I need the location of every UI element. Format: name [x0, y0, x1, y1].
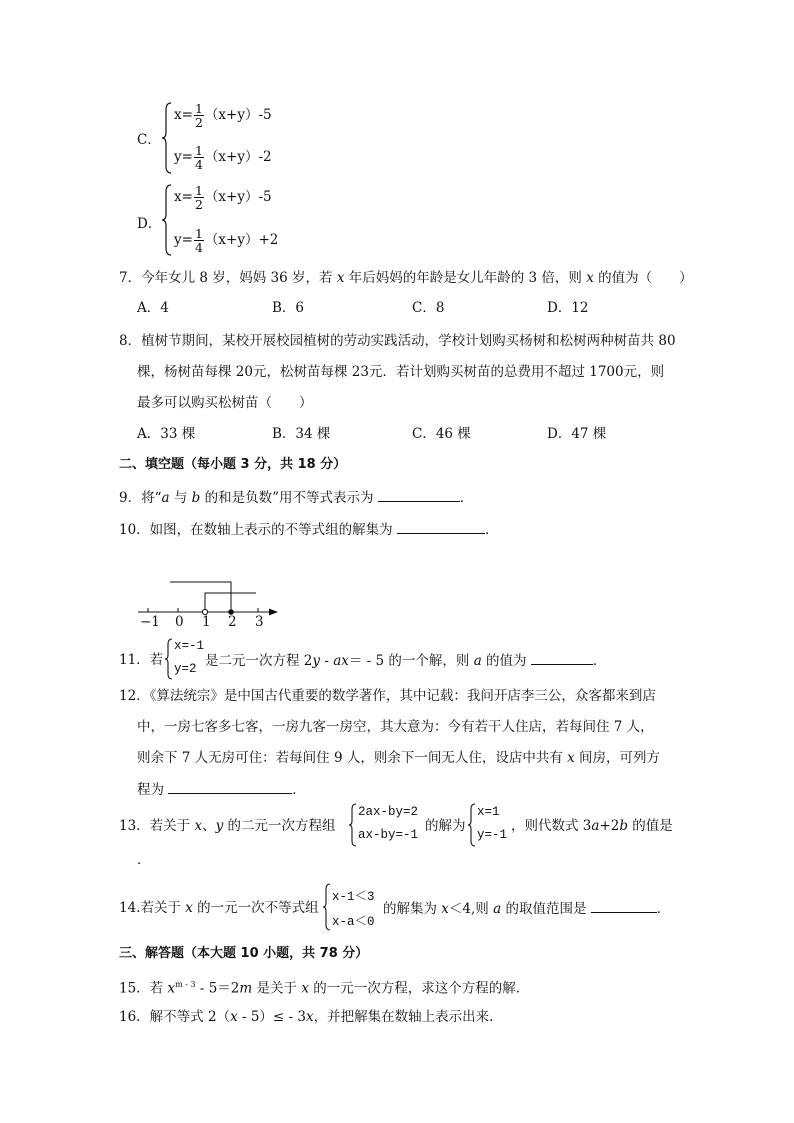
var-x: x [167, 980, 176, 997]
q13-text: 、 [202, 818, 216, 834]
q12-text: 则余下 7 人无房可住：若每间住 9 人，则余下一间无人住，设店中共有 [137, 750, 568, 766]
q6-option-d [137, 182, 337, 258]
q15-text: 的一元一次方程，求这个方程的解． [308, 980, 530, 997]
brace-icon [161, 184, 173, 256]
eq-left: x= [174, 189, 193, 205]
eq-left: y= [174, 149, 193, 165]
fraction [194, 144, 204, 171]
question-10 [119, 519, 498, 540]
q12-text: ． [292, 782, 306, 798]
var-y: y [312, 653, 321, 669]
equation-1 [174, 184, 272, 211]
answer-blank[interactable] [378, 487, 460, 502]
equation-2 [174, 227, 278, 254]
brace-icon [348, 803, 358, 847]
var-x: x [567, 750, 575, 766]
tick-label: 2 [228, 614, 237, 630]
q12-text: 间房，可列方 [574, 750, 661, 766]
q14-text: 的一元一次不等式组 [192, 900, 319, 916]
q13-text: 13．若关于 [119, 818, 195, 834]
q13-system-2: ax-by=-1 [358, 828, 419, 842]
brace-icon [164, 638, 174, 680]
var-x: x [586, 270, 594, 286]
var-b: b [191, 490, 201, 506]
q13-text-mid: 的解为 [425, 818, 466, 834]
q8-option-d: D．47 棵 [547, 426, 607, 442]
brace-icon [161, 102, 173, 174]
eq-right: （x+y）-5 [204, 107, 272, 123]
denominator: 4 [194, 157, 203, 172]
answer-blank[interactable] [168, 779, 292, 794]
var-a: a [493, 901, 502, 917]
var-x: x [301, 980, 309, 997]
q8-line-3: 最多可以购买松树苗（ ） [137, 395, 313, 411]
q11-text [205, 650, 606, 671]
q13-text: 的值是 [628, 818, 673, 834]
q13-text: +2 [599, 818, 620, 834]
tick-label: 0 [175, 614, 184, 630]
fraction [194, 102, 204, 129]
answer-blank[interactable] [531, 650, 593, 665]
q7-text: 年后妈妈的年龄是女儿年龄的 3 倍，则 [344, 270, 587, 286]
q13-prefix [119, 816, 336, 836]
q14-prefix [119, 898, 319, 918]
exponent: m - 3 [175, 980, 196, 989]
fraction [194, 227, 204, 254]
q11-system-2: y=2 [174, 662, 197, 676]
question-9 [119, 487, 473, 508]
q14-text: 14.若关于 [119, 900, 186, 916]
brace-icon [467, 803, 477, 847]
q9-text: 与 [169, 490, 192, 506]
var-x: x [441, 901, 449, 917]
q13-solution-2: y=-1 [477, 828, 508, 842]
q14-system-2: x-a＜0 [332, 915, 375, 929]
q14-text: 的取值范围是 [501, 901, 591, 917]
option-label: D． [137, 216, 162, 232]
q9-text: 的和是负数”用不等式表示为 [200, 490, 378, 506]
q13-suffix [511, 816, 673, 836]
q14-system-1: x-1＜3 [332, 890, 375, 904]
q7-option-b: B．6 [272, 300, 305, 316]
q11-prefix: 11．若 [119, 652, 164, 668]
q12-line-4 [137, 779, 306, 800]
solution-ray-left [170, 582, 231, 612]
numerator: 1 [194, 226, 203, 241]
q8-option-a: A．33 棵 [137, 426, 196, 442]
section-3-title: 三、解答题（本大题 10 小题，共 78 分） [119, 946, 369, 961]
eq-right: （x+y）-2 [204, 149, 272, 165]
denominator: 2 [194, 115, 203, 130]
numerator: 1 [194, 143, 203, 158]
tick-label: −1 [140, 614, 160, 630]
q16-text: ，并把解集在数轴上表示出来． [313, 1009, 503, 1025]
q14-text: ＜4,则 [448, 901, 494, 917]
q15-text: 是关于 [252, 980, 302, 997]
question-16 [119, 1007, 503, 1027]
q16-text: 16．解不等式 2（ [119, 1009, 231, 1025]
q15-text: - 5＝2 [195, 980, 240, 997]
q12-line-2: 中，一房七客多七客，一房九客一房空，其大意为：今有若干人住店，若每间住 7 人， [137, 719, 654, 735]
q11-text-part: - [320, 653, 334, 669]
q16-text: - 5）≤ - 3 [237, 1009, 306, 1025]
q11-text-part: 的值为 [481, 653, 531, 669]
q9-text: ． [459, 490, 474, 506]
brace-icon [322, 883, 332, 931]
eq-left: x= [174, 107, 193, 123]
q15-text: 15．若 [119, 980, 168, 997]
var-y: y [215, 818, 224, 834]
option-label: C． [137, 132, 161, 148]
eq-right: （x+y）+2 [204, 232, 279, 248]
q7-option-c: C．8 [412, 300, 445, 316]
q14-text: 的解集为 [383, 901, 442, 917]
var-x: x [341, 653, 349, 669]
q13-system-1: 2ax-by=2 [358, 805, 419, 819]
q12-text: 程为 [137, 782, 169, 798]
q11-text-part: ＝ - 5 的一个解，则 [348, 653, 474, 669]
q13-solution-1: x=1 [477, 805, 500, 819]
q13-text: 的二元一次方程组 [223, 818, 336, 834]
denominator: 2 [194, 197, 203, 212]
var-m: m [239, 980, 253, 997]
tick-label: 1 [202, 614, 211, 630]
q10-text: ． [484, 522, 499, 538]
q12-line-1: 12．《算法统宗》是中国古代重要的数学著作，其中记载：我问开店李三公，众客都来到店 [119, 688, 656, 704]
var-a: a [473, 653, 482, 669]
arrow-icon [269, 609, 278, 616]
var-x: x [194, 818, 203, 834]
q13-line-2: ． [137, 852, 151, 868]
q12-line-3 [137, 748, 660, 768]
eq-left: y= [174, 232, 193, 248]
var-a: a [333, 653, 342, 669]
denominator: 4 [194, 240, 203, 255]
q9-text: 9．将“ [119, 490, 162, 506]
section-2-title: 二、填空题（每小题 3 分，共 18 分） [119, 457, 347, 472]
q11-text-part: ． [592, 653, 607, 669]
q7-text: 7．今年女儿 8 岁，妈妈 36 岁，若 [119, 270, 337, 286]
equation-2 [174, 144, 272, 171]
q14-text: ． [656, 901, 671, 917]
var-x: x [185, 900, 193, 916]
q11-system-1: x=-1 [174, 639, 205, 653]
tick-label: 3 [255, 614, 264, 630]
answer-blank[interactable] [591, 898, 657, 913]
question-7 [119, 268, 693, 288]
var-x: x [336, 270, 345, 286]
var-a: a [161, 490, 170, 506]
eq-right: （x+y）-5 [204, 189, 272, 205]
numerator: 1 [194, 183, 203, 198]
q13-text: ，则代数式 3 [511, 818, 592, 834]
q8-option-c: C．46 棵 [412, 426, 471, 442]
q6-option-c [137, 100, 337, 176]
q7-option-a: A．4 [137, 300, 169, 316]
var-a: a [591, 818, 600, 834]
q14-suffix [383, 898, 670, 919]
answer-blank[interactable] [397, 519, 485, 534]
var-x: x [230, 1009, 238, 1025]
q7-text: 的值为（ ） [593, 270, 693, 286]
q8-line-2: 棵，杨树苗每棵 20元，松树苗每棵 23元．若计划购买树苗的总费用不超过 1700元，则 [137, 364, 665, 380]
numerator: 1 [194, 101, 203, 116]
q8-line-1: 8．植树节期间，某校开展校园植树的劳动实践活动，学校计划购买杨树和松树两种树苗共 80 [119, 333, 676, 349]
fraction [194, 184, 204, 211]
equation-1 [174, 102, 272, 129]
var-x: x [305, 1009, 314, 1025]
q11-text-part: 是二元一次方程 2 [205, 653, 313, 669]
var-b: b [619, 818, 629, 834]
q10-text: 10．如图，在数轴上表示的不等式组的解集为 [119, 522, 397, 538]
q8-option-b: B．34 棵 [272, 426, 331, 442]
question-15 [119, 975, 529, 999]
q7-option-d: D．12 [547, 300, 589, 316]
